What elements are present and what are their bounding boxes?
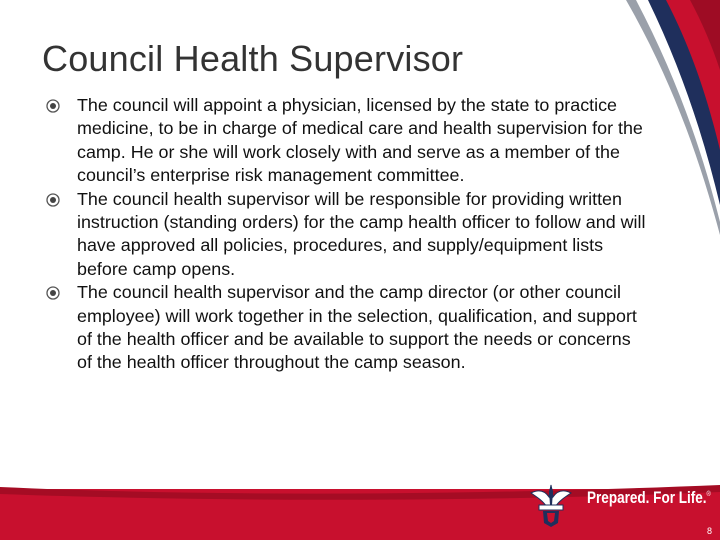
circled-dot-icon bbox=[46, 193, 60, 207]
slide-title: Council Health Supervisor bbox=[42, 38, 464, 79]
bullet-text: The council will appoint a physician, licensed by the state to practice medicine, to be in charge of medical care and health supervision for the camp. He or she will work closely with and serve as a member of the council’s enterprise risk management committee. bbox=[77, 95, 643, 186]
bullet-text: The council health supervisor and the camp director (or other council employee) will work together in the selection, qualification, and support of the health officer and be available to support the needs or concerns of the health officer throughout the camp season. bbox=[77, 282, 637, 373]
bullet-list bbox=[46, 94, 646, 375]
bullet-text: The council health supervisor will be responsible for providing written instruction (standing orders) for the camp health officer to follow and will have approved all policies, procedures, and supply/equipment lists before camp opens. bbox=[77, 188, 646, 279]
tagline-text: Prepared. For Life. bbox=[587, 489, 707, 507]
page-number: 8 bbox=[706, 526, 712, 536]
bullet-item bbox=[46, 281, 646, 375]
trademark-mark: ® bbox=[706, 491, 711, 498]
bullet-item bbox=[46, 94, 646, 188]
bullet-item bbox=[46, 188, 646, 282]
tagline bbox=[587, 489, 711, 508]
circled-dot-icon bbox=[46, 286, 60, 300]
circled-dot-icon bbox=[46, 99, 60, 113]
scout-fleur-de-lis-logo-icon bbox=[521, 481, 581, 527]
